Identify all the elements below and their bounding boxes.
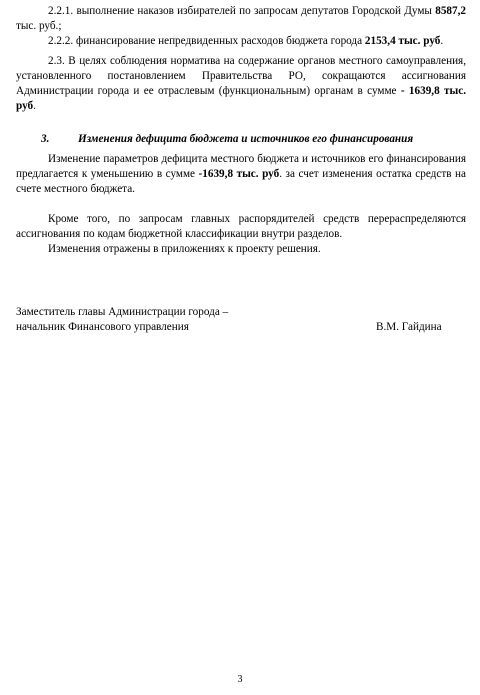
section-3-paragraph-1 [16,152,466,197]
item-2-2-1 [16,4,466,34]
page-number: 3 [237,674,243,685]
signature-name: В.М. Гайдина [376,321,442,333]
section-3-number: 3. [41,133,50,145]
item-2-2-2 [16,34,466,49]
item-2-3-end: . [33,100,36,112]
section-3-paragraph-3: Изменения отражены в приложениях к проекту решения. [48,243,321,255]
item-2-2-2-text: 2.2.2. финансирование непредвиденных расходов бюджета города [48,35,363,47]
section-3-title: Изменения дефицита бюджета и источников его финансирования [78,133,414,145]
signature-position-line-2: начальник Финансового управления [16,321,189,333]
item-2-3-text: 2.3. В целях соблюдения норматива на содержание органов местного самоуправления, установленного постановлением Правительства РО, сокращаются ассигнования Администрации города и ее отраслевым (функциональным) органам в сумме [16,55,466,97]
item-2-2-1-text: 2.2.1. выполнение наказов избирателей по запросам депутатов Городской Думы [48,5,432,17]
section-3-paragraph-2: Кроме того, по запросам главных распорядителей средств перераспределяются ассигнования по кодам бюджетной классификации внутри разделов. [16,213,466,240]
document-page [16,4,466,335]
signature-block [16,305,466,335]
signature-position-line-1: Заместитель главы Администрации города – [16,306,229,318]
item-2-2-1-unit: тыс. руб.; [16,20,62,32]
section-3-paragraph-1-amount: -1639,8 тыс. руб [198,168,280,180]
item-2-2-2-amount: 2153,4 тыс. руб [364,35,441,47]
item-2-3-amount: - 1639,8 тыс. руб [16,85,467,112]
section-3-paragraph-1-text: Изменение параметров дефицита местного бюджета и источников его финансирования предлагается к уменьшению в сумме [16,153,466,180]
item-2-3 [16,54,466,114]
item-2-2-1-amount: 8587,2 [435,5,466,17]
section-3-heading [41,132,466,147]
section-3-paragraph-1-end: . за счет изменения остатка средств на счете местного бюджета. [16,168,466,195]
item-2-2-2-end: . [440,35,444,47]
